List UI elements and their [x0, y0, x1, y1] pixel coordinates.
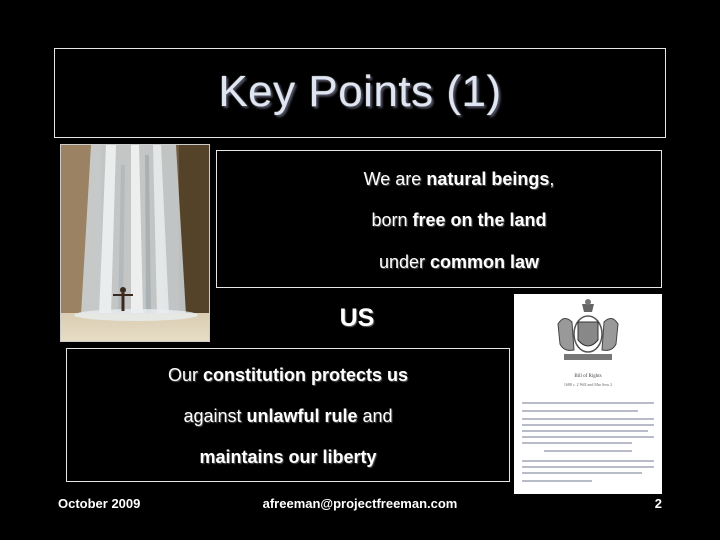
- document-text-line: [522, 466, 654, 468]
- document-text-line: [522, 436, 654, 438]
- footer-email: afreeman@projectfreeman.com: [262, 496, 458, 511]
- slide-title: Key Points (1): [218, 67, 502, 116]
- box2-line2: against unlawful rule and: [183, 406, 393, 426]
- box1-line2: born free on the land: [371, 210, 547, 230]
- document-text-line: [522, 480, 592, 482]
- document-heading: Bill of Rights: [574, 374, 602, 379]
- document-text-line: [522, 430, 648, 432]
- waterfall-photo: [60, 144, 210, 342]
- document-text-line: [522, 442, 632, 444]
- document-text-line: [522, 418, 654, 420]
- natural-beings-box: [216, 150, 662, 288]
- royal-coat-of-arms-icon: [514, 294, 662, 374]
- document-text-line: [522, 402, 654, 404]
- waterfall-illustration: [61, 145, 210, 342]
- us-label: US: [339, 304, 375, 332]
- box2-line1: Our constitution protects us: [167, 365, 409, 385]
- document-subheading: 1688 c. 2 Will and Mar Sess 2: [563, 382, 613, 387]
- box1-line3: under common law: [378, 252, 540, 272]
- footer-date: October 2009: [58, 496, 141, 511]
- footer-page-number: 2: [654, 496, 662, 511]
- document-text-line: [544, 450, 632, 452]
- document-text-line: [522, 410, 638, 412]
- document-text-line: [522, 460, 654, 462]
- box1-line1: We are natural beings,: [363, 169, 555, 189]
- constitution-box: [66, 348, 510, 482]
- bill-of-rights-image: [514, 294, 662, 494]
- box2-line3: maintains our liberty: [199, 447, 377, 467]
- title-box: [54, 48, 666, 138]
- document-text-line: [522, 472, 642, 474]
- document-text-line: [522, 424, 654, 426]
